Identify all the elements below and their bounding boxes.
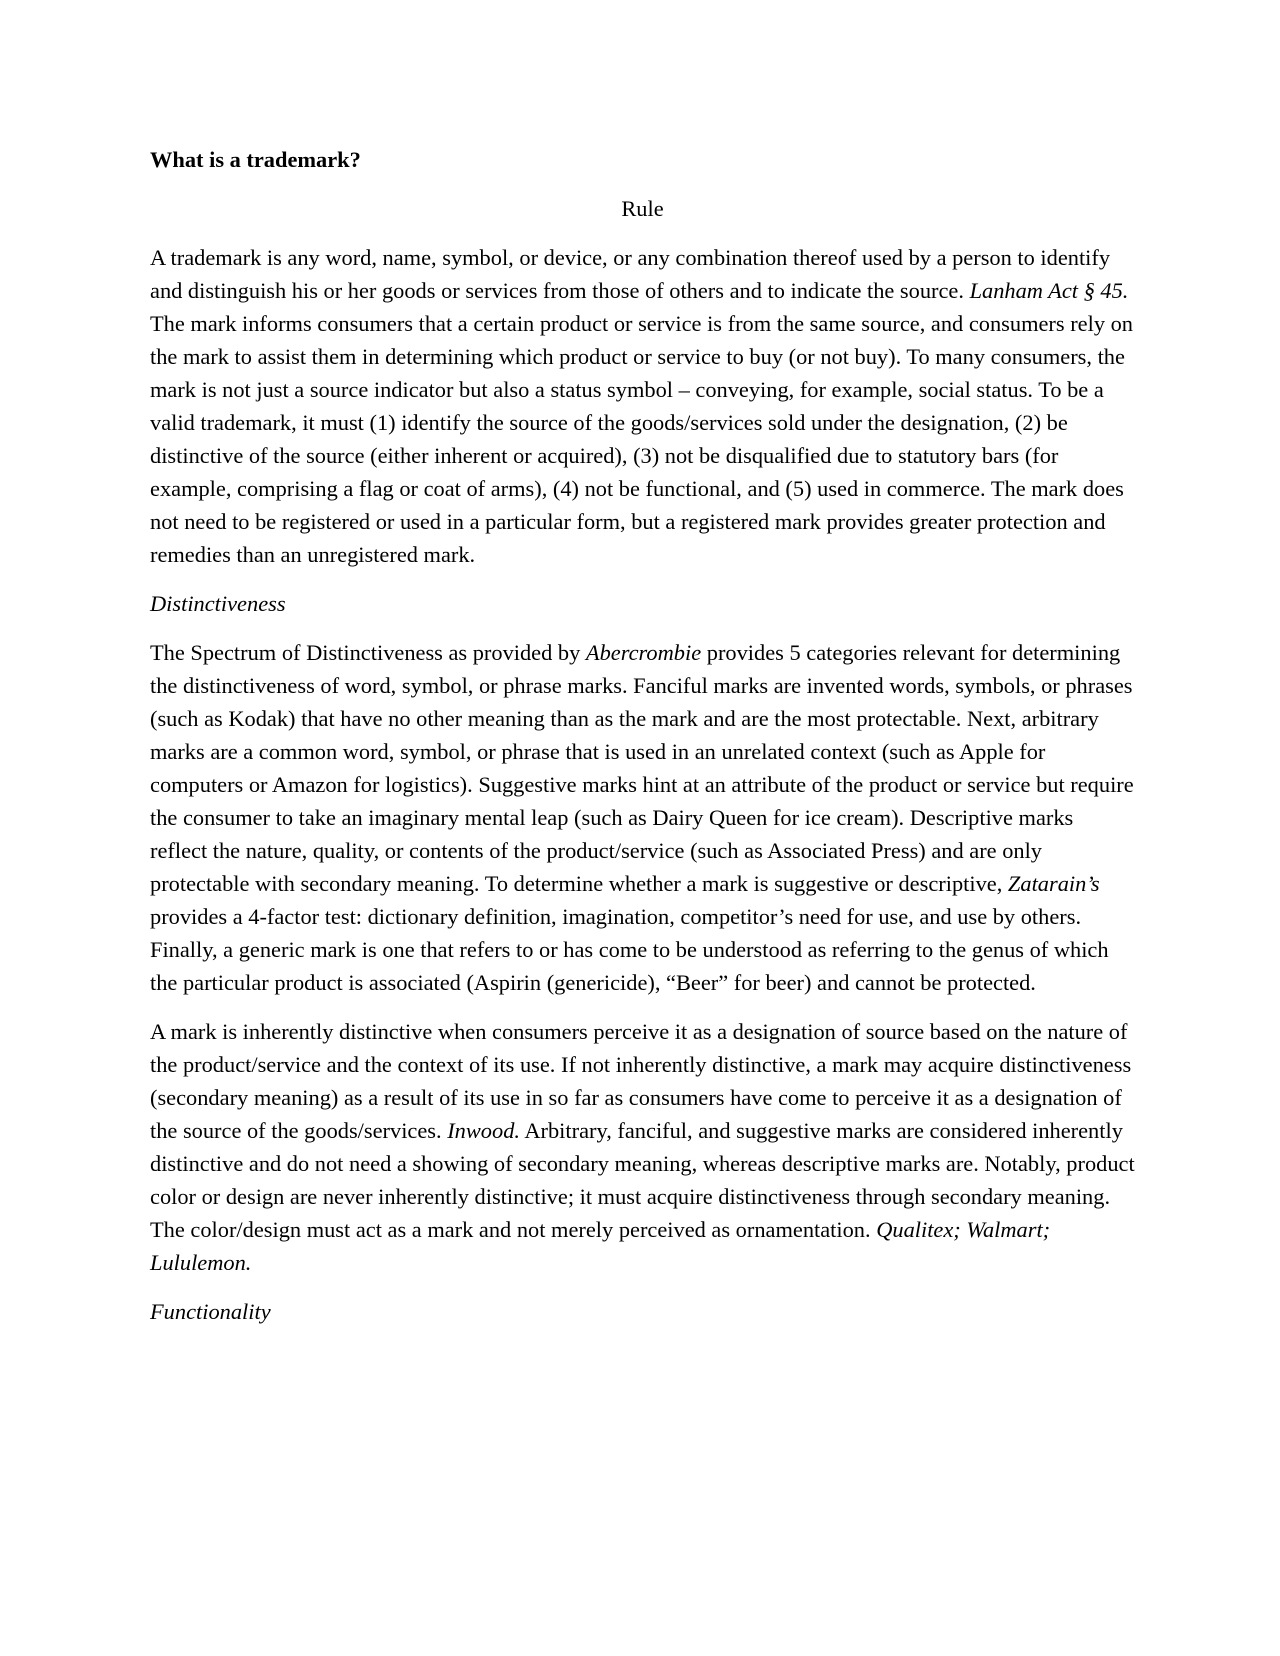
paragraph-text: provides a 4-factor test: dictionary definition, imagination, competitor’s need for use, and use by others. Finally, a generic mark is one that refers to or has come to be understood as referring to the genus of which the particular product is associated (Aspirin (genericide), “Beer” for beer) and cannot be protected. bbox=[150, 904, 1109, 995]
citation-inwood: Inwood. bbox=[447, 1118, 520, 1143]
paragraph-trademark-definition bbox=[150, 241, 1135, 571]
paragraph-text: Arbitrary, fanciful, and suggestive marks are considered inherently distinctive and do not need a showing of secondary meaning, whereas descriptive marks are. Notably, product color or design are never inherently distinctive; it must acquire distinctiveness through secondary meaning. The color/design must act as a mark and not merely perceived as ornamentation. bbox=[150, 1118, 1135, 1242]
subheading-functionality: Functionality bbox=[150, 1299, 271, 1324]
citation-zatarains: Zatarain’s bbox=[1007, 871, 1100, 896]
paragraph-text: A trademark is any word, name, symbol, or device, or any combination thereof used by a person to identify and distinguish his or her goods or services from those of others and to indicate the source. bbox=[150, 245, 1111, 303]
paragraph-inherent-distinctiveness bbox=[150, 1015, 1135, 1279]
document-title: What is a trademark? bbox=[150, 147, 361, 172]
citation-lanham-act: Lanham Act § 45. bbox=[969, 278, 1129, 303]
subheading-distinctiveness: Distinctiveness bbox=[150, 591, 286, 616]
citation-abercrombie: Abercrombie bbox=[585, 640, 702, 665]
paragraph-spectrum-of-distinctiveness bbox=[150, 636, 1135, 999]
paragraph-text: The mark informs consumers that a certain product or service is from the same source, and consumers rely on the mark to assist them in determining which product or service to buy (or not buy). To many consumers, the mark is not just a source indicator but also a status symbol – conveying, for example, social status. To be a valid trademark, it must (1) identify the source of the goods/services sold under the designation, (2) be distinctive of the source (either inherent or acquired), (3) not be disqualified due to statutory bars (for example, comprising a flag or coat of arms), (4) not be functional, and (5) used in commerce. The mark does not need to be registered or used in a particular form, but a registered mark provides greater protection and remedies than an unregistered mark. bbox=[150, 311, 1134, 567]
document-page bbox=[150, 143, 1135, 1344]
paragraph-text: A mark is inherently distinctive when consumers perceive it as a designation of source based on the nature of the product/service and the context of its use. If not inherently distinctive, a mark may acquire distinctiveness (secondary meaning) as a result of its use in so far as consumers have come to perceive it as a designation of the source of the goods/services. bbox=[150, 1019, 1132, 1143]
paragraph-text: The Spectrum of Distinctiveness as provided by bbox=[150, 640, 586, 665]
citation-qualitex-walmart-lululemon: Qualitex; Walmart; Lululemon. bbox=[150, 1217, 1051, 1275]
section-rule-heading: Rule bbox=[621, 196, 664, 221]
paragraph-text: provides 5 categories relevant for determining the distinctiveness of word, symbol, or phrase marks. Fanciful marks are invented words, symbols, or phrases (such as Kodak) that have no other meaning than as the mark and are the most protectable. Next, arbitrary marks are a common word, symbol, or phrase that is used in an unrelated context (such as Apple for computers or Amazon for logistics). Suggestive marks hint at an attribute of the product or service but require the consumer to take an imaginary mental leap (such as Dairy Queen for ice cream). Descriptive marks reflect the nature, quality, or contents of the product/service (such as Associated Press) and are only protectable with secondary meaning. To determine whether a mark is suggestive or descriptive, bbox=[150, 640, 1134, 896]
